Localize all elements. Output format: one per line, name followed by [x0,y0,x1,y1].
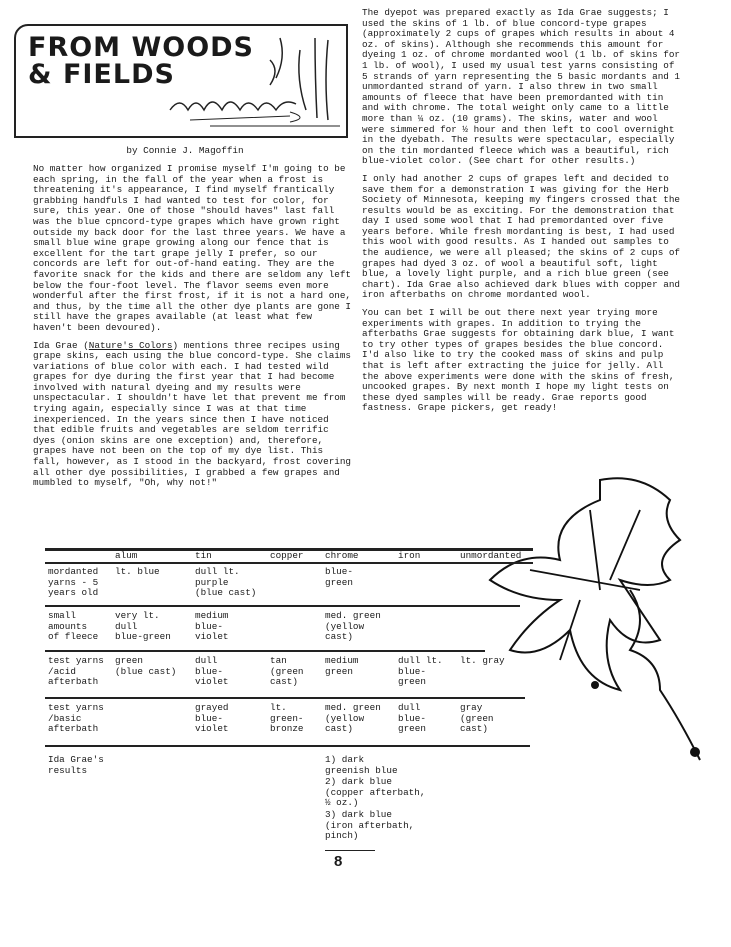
paragraph: The dyepot was prepared exactly as Ida Grae suggests; I used the skins of 1 lb. of blue concord-type grapes (approximately 2 cups of grapes which results in about 4 oz. of skins). Although she recommends this amount for dyeing 1 oz. of chrome mordanted wool (1 lb. of skins for 1 lb. of wool), I used my usual test yarns consisting of 5 strands of yarn representing the 5 basic mordants and 1 unmordanted strand of yarn. I also threw in two small amounts of fleece that have been premordanted with tin and with chrome. The total weight only came to a little more than ¼ oz. (10 grams). The skins, water and wool were simmered for ½ hour and then left to cool overnight in the dyebath. The results were spectacular, especially on the tin mordanted fleece which was a beautiful, rich blue-violet color. (See chart for other results.) [362,7,681,167]
result-item: 3) dark blue (iron afterbath, pinch) [325,809,415,842]
table-cell: very lt. dull blue-green [115,610,171,643]
column-header: iron [398,550,421,561]
row-label: mordanted yarns - 5 years old [48,566,99,599]
table-cell: dull blue- green [398,702,426,735]
title-line-2: & FIELDS [28,59,175,90]
paragraph: No matter how organized I promise myself I'm going to be each spring, in the fall of the year when a frost is threatening it's appearance, I find myself frantically grabbing handfuls I had wanted to test for color, for sure, this year. One of those "should haves" last fall was the blue cpncord-type grapes which have grown right outside my back door for the last three years. We have a small blue wine grape growing along our fence that is excellent for the tart grape jelly I prefer, so our concords are left for out-of-hand eating. They are the favorite snack for the kids and there are seldom any left below the four-foot level. The flavor seems even more wonderful after the first frost, if it is not a hard one, and thus, by the time all the other dye plants are gone I still have the grapes available (at least what few haven't been devoured). [33,163,352,333]
row-label: small amounts of fleece [48,610,99,643]
table-cell: dull lt. purple (blue cast) [195,566,257,599]
row-label: test yarns /acid afterbath [48,655,104,688]
grass-illustration [150,30,350,135]
table-rule [45,605,520,607]
right-column [362,8,684,421]
table-cell: dull lt. blue- green [398,655,443,688]
result-item: 2) dark blue (copper afterbath, ½ oz.) [325,776,426,809]
table-rule [45,650,485,652]
table-cell: green (blue cast) [115,655,177,677]
byline: by Connie J. Magoffin [126,145,244,156]
column-header: alum [115,550,138,561]
table-rule [45,697,525,699]
result-item: 1) dark greenish blue [325,754,398,776]
grape-leaf-illustration [470,470,710,770]
table-rule [45,745,530,747]
row-label: test yarns /basic afterbath [48,702,104,735]
table-cell: grayed blue- violet [195,702,229,735]
table-cell: dull blue- violet [195,655,229,688]
book-title: Nature's Colors [88,339,173,351]
column-header: unmordanted [460,550,522,561]
table-cell: blue- green [325,566,353,588]
paragraph [33,341,355,489]
table-cell: lt. green- bronze [270,702,304,735]
column-header: tin [195,550,212,561]
table-cell: lt. blue [115,566,160,577]
left-column [33,164,355,496]
title-line-1: FROM WOODS [28,32,254,63]
text: Ida Grae ( [33,339,89,351]
table-cell: med. green (yellow cast) [325,610,381,643]
results-label: Ida Grae's results [48,754,104,776]
table-rule [325,850,375,851]
table-cell: medium green [325,655,359,677]
table-rule [45,562,533,564]
column-header: chrome [325,550,359,561]
table-cell: med. green (yellow cast) [325,702,381,735]
table-cell: tan (green cast) [270,655,304,688]
text: ) mentions three recipes using grape skins, each using the blue concord-type. She claims variations of blue color with each. I had tested wild grapes for dye during the first year that I had become involved with natural dyeing and my results were unspectacular. I shouldn't have let that prevent me from trying again, especially since I was at that time inexperienced. In the years since then I have noticed that edible fruits and vegetables are seldom terrific dyes (onion skins are one exception) and, therefore, grapes have not been on the top of my dye list. This fall, however, as I stood in the backyard, frost covering all other dye possibilities, I grabbed a few grapes and mumbled to myself, "Oh, why not!" [33,339,352,489]
table-cell: medium blue- violet [195,610,229,643]
page-number: 8 [334,853,343,870]
paragraph: I only had another 2 cups of grapes left and decided to save them for a demonstration I was giving for the Herb Society of Minnesota, keeping my fingers crossed that the results would be as exciting. For the demonstration that day I used some wool that I had premordanted over five years before. While fresh mordanting is best, I had used this wool with good results. As I handed out samples to the audience, we were all pleased; the skins of 2 cups of grapes had dyed 3 oz. of wool a beautiful soft, light blue, a lovely light purple, and a rich blue green (see chart). Ida Grae also achieved dark blues with copper and iron afterbaths on chrome mordanted wool. [362,172,681,301]
table-cell: gray (green cast) [460,702,494,735]
table-cell: lt. gray [460,655,505,666]
column-header: copper [270,550,304,561]
paragraph: You can bet I will be out there next year trying more experiments with grapes. In addition to trying the afterbaths Grae suggests for obtaining dark blue, I want to try other types of grapes besides the blue concord. I'd also like to try the cooked mass of skins and pulp that is left after extracting the juice for jelly. All the above experiments were done with the skins of fresh, uncooked grapes. By next month I hope my light tests on these dyed samples will be ready. Grae reports good fastness. Grape pickers, get ready! [362,307,675,414]
